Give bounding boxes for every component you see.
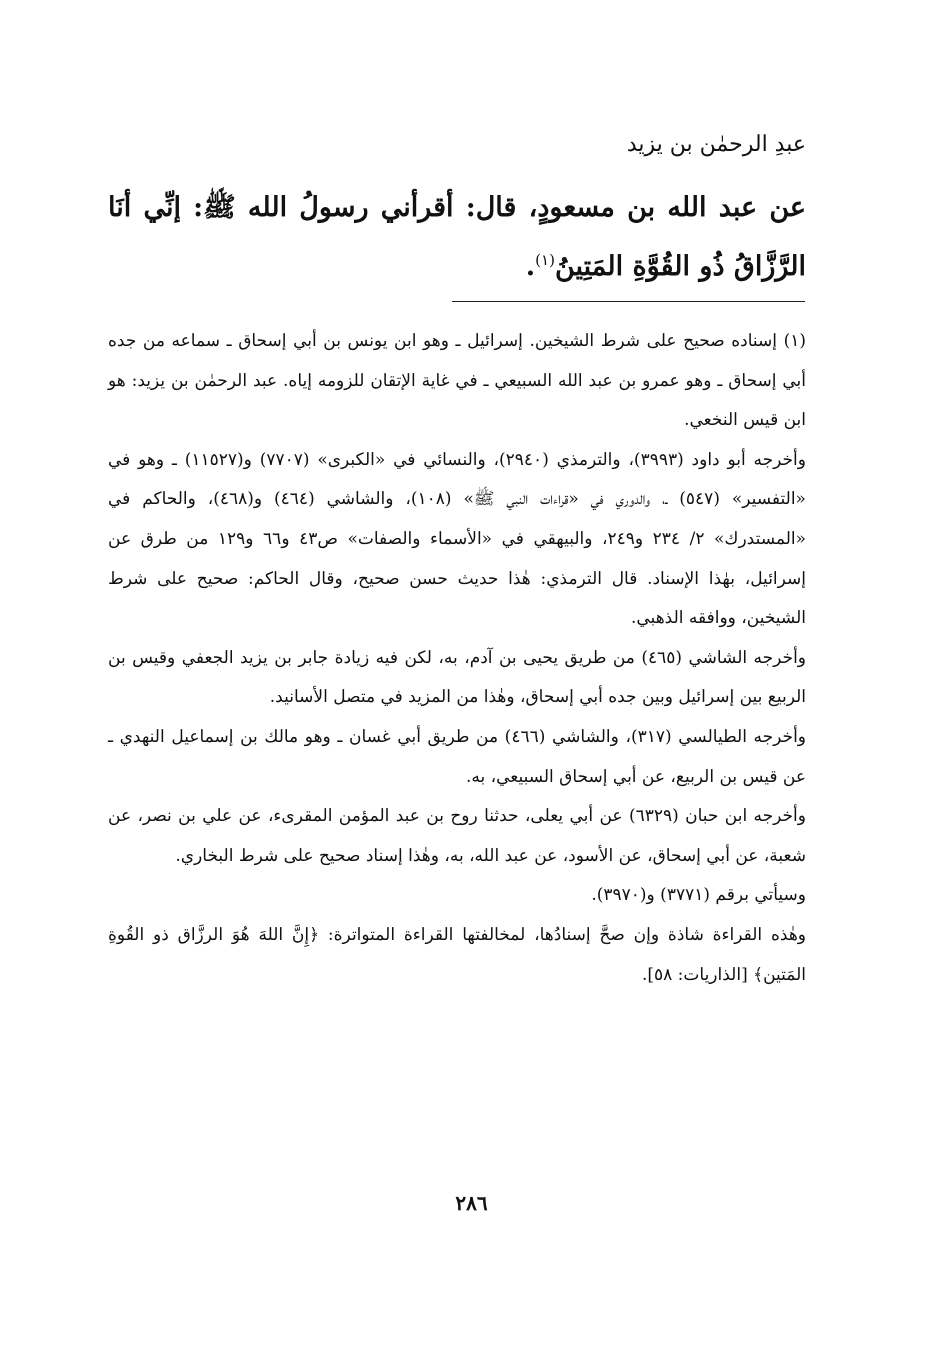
hadith-end-mark: . — [525, 251, 536, 282]
footnote-paragraph: وهٰذه القراءة شاذة وإن صحَّ إسنادُها، لمخالفتها القراءة المتواترة: ﴿إِنَّ اللهَ هُوَ الرزَّاق ذو القُوةِ المَتين﴾ [الذاريات: ٥٨]. — [108, 924, 806, 985]
page-number: ٢٨٦ — [455, 1191, 488, 1215]
running-header — [110, 128, 806, 162]
footnote-paragraph: وسيأتي برقم (٣٧٧١) و(٣٩٧٠). — [591, 885, 806, 906]
footnote-reference: (١) — [535, 251, 555, 269]
hadith-text: عن عبد الله بن مسعودٍ، قال: أقرأني رسولُ الله ﷺ: إنِّي أنَا الرَّزَّاقُ ذُو القُوَّةِ المَتِينُ — [108, 192, 806, 282]
footnote-paragraph: وأخرجه أبو داود (٣٩٩٣)، والترمذي (٢٩٤٠)، والنسائي في «الكبرى» (٧٧٠٧) و(١١٥٢٧) ـ وهو في «التفسير» (٥٤٧) ـ، والدوري في «قراءات النبي ﷺ» (١٠٨)، والشاشي (٤٦٤) و(٤٦٨)، والحاكم في «المستدرك» ٢/ ٢٣٤ و٢٤٩، والبيهقي في «الأسماء والصفات» ص٤٣ و٦٦ و١٢٩ من طرق عن إسرائيل، بهٰذا الإسناد. قال الترمذي: هٰذا حديث حسن صحيح، وقال الحاكم: صحيح على شرط الشيخين، ووافقه الذهبي. — [108, 449, 807, 629]
footnote-paragraph: وأخرجه الشاشي (٤٦٥) من طريق يحيى بن آدم، به، لكن فيه زيادة جابر بن يزيد الجعفي وقيس بن الربيع بين إسرائيل وبين جده أبي إسحاق، وهٰذا من المزيد في متصل الأسانيد. — [108, 647, 806, 708]
footnote-paragraph: وأخرجه الطيالسي (٣١٧)، والشاشي (٤٦٦) من طريق أبي غسان ـ وهو مالك بن إسماعيل النهدي ـ عن قيس بن الربيع، عن أبي إسحاق السبيعي، به. — [108, 726, 806, 787]
footnotes-block — [108, 322, 806, 995]
footnote-separator-line — [452, 301, 805, 302]
footnote-paragraph: (١) إسناده صحيح على شرط الشيخين. إسرائيل ـ وهو ابن يونس بن أبي إسحاق ـ سماعه من جده أبي إسحاق ـ وهو عمرو بن عبد الله السبيعي ـ في غاية الإتقان للزومه إياه. عبد الرحمٰن بن يزيد: هو ابن قيس النخعي. — [108, 331, 806, 431]
hadith-text-block — [108, 182, 806, 293]
header-title: عبدِ الرحمٰن بن يزيد — [626, 132, 806, 157]
footnote-paragraph: وأخرجه ابن حبان (٦٣٢٩) عن أبي يعلى، حدثنا روح بن عبد المؤمن المقرىء، عن علي بن نصر، عن شعبة، عن أبي إسحاق، عن الأسود، عن عبد الله، به، وهٰذا إسناد صحيح على شرط البخاري. — [108, 806, 806, 866]
